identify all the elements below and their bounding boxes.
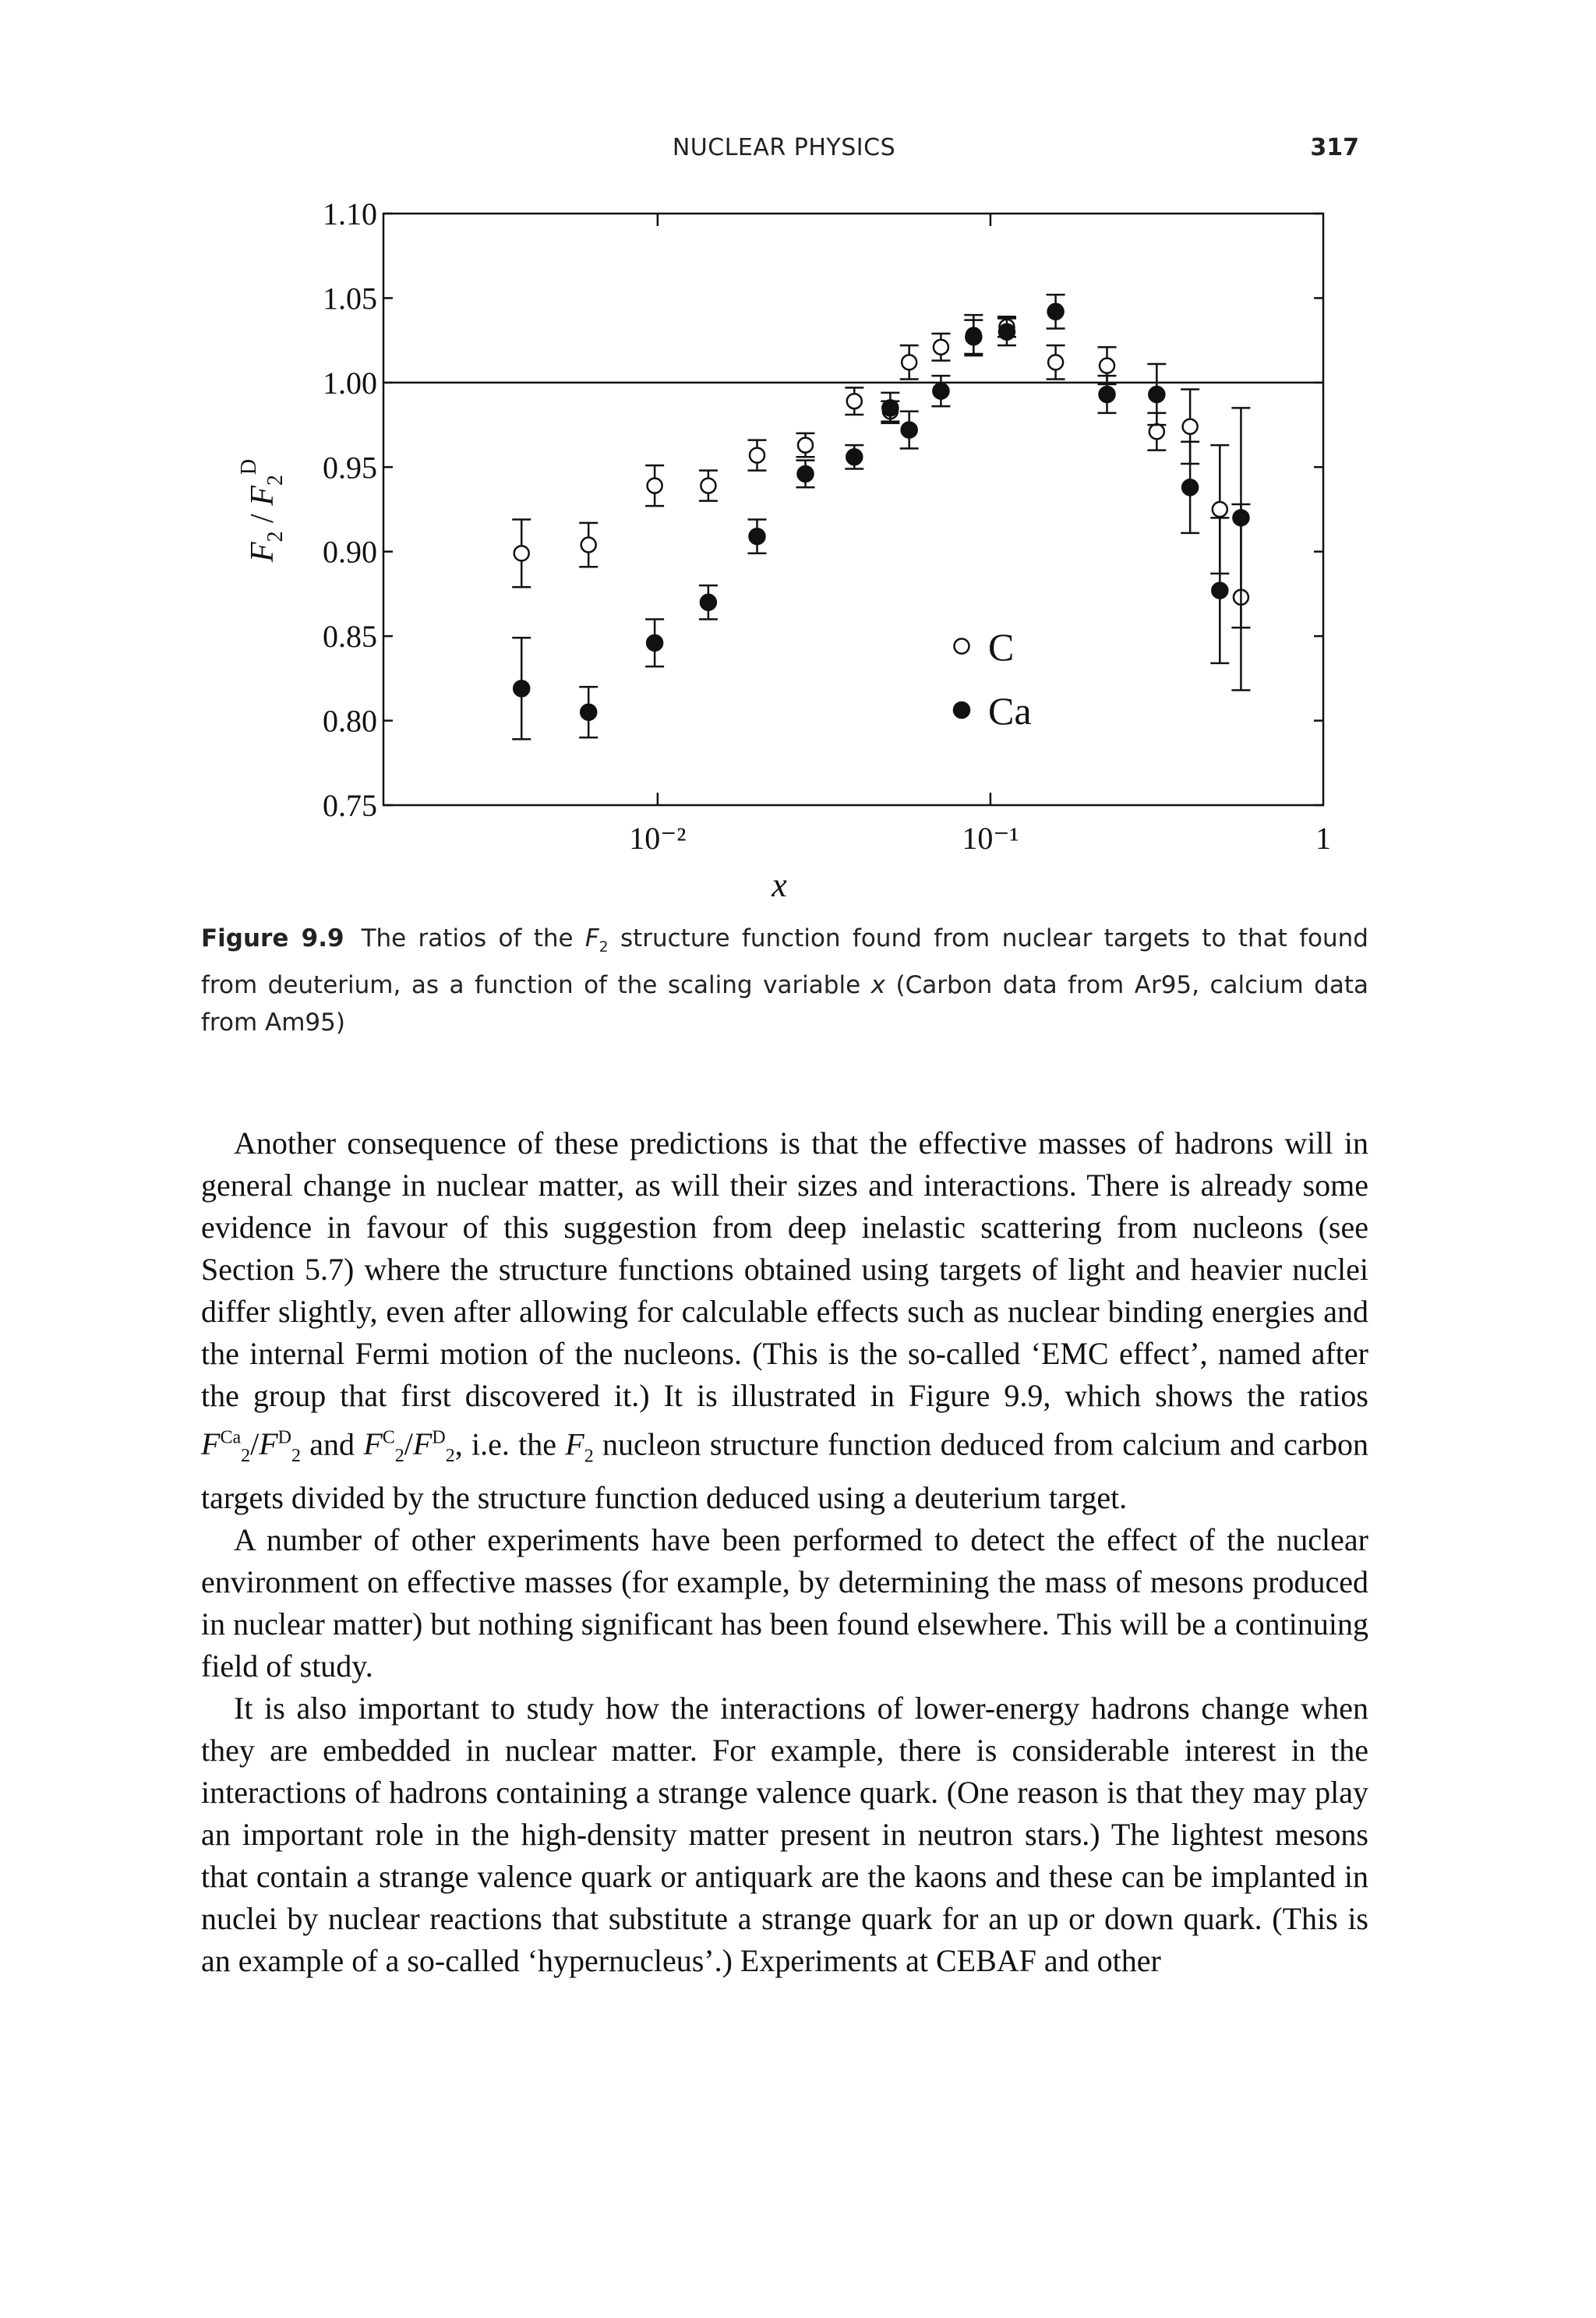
data-point-ca bbox=[1212, 583, 1227, 599]
data-point-ca bbox=[701, 595, 716, 610]
data-point-ca bbox=[1100, 387, 1115, 402]
data-point-ca bbox=[933, 383, 948, 399]
ratio-sub: 2 bbox=[394, 1446, 404, 1467]
data-point-c bbox=[581, 538, 596, 553]
data-point-c bbox=[847, 394, 862, 408]
ratio-symbol: F bbox=[412, 1426, 433, 1462]
ratio-sup-d: D bbox=[277, 1428, 292, 1448]
y-tick-label: 0.90 bbox=[323, 534, 377, 570]
x-axis-title: x bbox=[772, 866, 787, 904]
f2-sub: 2 bbox=[584, 1446, 594, 1467]
paragraph-1-part-c: , i.e. the bbox=[454, 1426, 566, 1462]
data-point-c bbox=[934, 340, 948, 355]
caption-text-after: (Carbon data from Ar95, calcium data from Am95) bbox=[201, 971, 1368, 1037]
x-tick-label: 10⁻¹ bbox=[962, 821, 1019, 856]
data-point-c bbox=[1149, 424, 1164, 439]
legend-label-c: C bbox=[988, 625, 1015, 669]
running-title: NUCLEAR PHYSICS bbox=[672, 134, 896, 161]
y-tick-label: 1.00 bbox=[323, 365, 377, 401]
y-tick-label: 0.95 bbox=[323, 450, 377, 486]
body-text bbox=[201, 1122, 1368, 1982]
series-c bbox=[512, 315, 1250, 690]
ratio-sub: 2 bbox=[445, 1446, 455, 1467]
y-tick-label: 1.05 bbox=[323, 281, 377, 316]
paragraph-1-part-d: nucleon structure function deduced from calcium and carbon targets divided by the structure function deduced using a deuterium target. bbox=[201, 1426, 1368, 1516]
data-point-c bbox=[701, 479, 715, 493]
paragraph-2: A number of other experiments have been performed to detect the effect of the nuclear environment on effective masses (for example, by determining the mass of mesons produced in nuclear matter) but nothing significant has been found elsewhere. This will be a continuing field of study. bbox=[201, 1522, 1368, 1684]
data-point-ca bbox=[798, 466, 814, 482]
legend-marker-c bbox=[955, 639, 969, 654]
caption-symbol-sub: 2 bbox=[598, 939, 609, 956]
caption-symbol: F bbox=[584, 924, 599, 952]
ratio-symbol: F bbox=[259, 1426, 278, 1462]
y-axis-title: $F_2 / F_2^D$ bbox=[237, 458, 288, 563]
y-tick-label: 0.75 bbox=[323, 788, 377, 823]
series-ca bbox=[512, 295, 1250, 739]
x-tick-label: 10⁻² bbox=[629, 821, 687, 856]
figure-9-9-chart bbox=[0, 0, 1596, 920]
x-tick-label: 1 bbox=[1315, 821, 1331, 856]
ratio-c-d: $F^C_2/F^D_2$ bbox=[363, 1426, 455, 1467]
caption-variable: x bbox=[870, 971, 886, 1000]
data-point-ca bbox=[902, 422, 917, 438]
data-point-ca bbox=[514, 680, 529, 696]
paragraph-3: It is also important to study how the interactions of lower-energy hadrons change when they are embedded in nuclear matter. For example, there is considerable interest in the interactions of hadrons containing a strange valence quark. (One reason is that they may play an important role in the high-density matter present in neutron stars.) The lightest mesons that contain a strange valence quark or antiquark are the kaons and these can be implanted in nuclei by nuclear reactions that substitute a strange quark for an up or down quark. (This is an example of a so-called ‘hypernucleus’.) Experiments at CEBAF and other bbox=[201, 1691, 1368, 1979]
legend-label-ca: Ca bbox=[988, 689, 1032, 733]
plot-frame bbox=[383, 214, 1323, 805]
ratio-sub: 2 bbox=[241, 1446, 251, 1467]
ratio-sup-d: D bbox=[432, 1428, 446, 1448]
page-number: 317 bbox=[1310, 134, 1359, 161]
ratio-symbol: F bbox=[363, 1426, 383, 1462]
data-point-c bbox=[1213, 502, 1227, 517]
data-point-c bbox=[798, 438, 813, 453]
data-point-c bbox=[902, 355, 916, 369]
data-point-c bbox=[1048, 355, 1063, 369]
data-point-ca bbox=[647, 635, 662, 651]
paragraph-1-part-b: and bbox=[301, 1426, 364, 1462]
data-point-c bbox=[750, 448, 764, 463]
y-axis bbox=[237, 196, 1323, 823]
caption-text-before: The ratios of the bbox=[361, 924, 585, 952]
data-point-ca bbox=[1048, 304, 1064, 320]
ratio-ca-d: $F^{Ca}_2/F^D_2$ bbox=[201, 1426, 302, 1467]
x-axis bbox=[629, 214, 1331, 904]
y-tick-label: 1.10 bbox=[323, 196, 377, 231]
data-point-ca bbox=[882, 400, 898, 415]
ratio-sup-ca: Ca bbox=[220, 1428, 242, 1448]
y-tick-label: 0.85 bbox=[323, 619, 377, 655]
f2-symbol: F bbox=[565, 1426, 584, 1462]
data-point-ca bbox=[1233, 510, 1248, 525]
data-point-ca bbox=[846, 449, 862, 465]
data-point-ca bbox=[1182, 479, 1198, 495]
plot-border bbox=[383, 214, 1323, 805]
data-point-ca bbox=[581, 705, 596, 720]
paragraph-1-part-a: Another consequence of these predictions is that the effective masses of hadrons will in general change in nuclear matter, as will their sizes and interactions. There is already some evidence in favour of this suggestion from deep inelastic scattering from nucleons (see Section 5.7) where the structure functions obtained using targets of light and heavier nuclei differ slightly, even after allowing for calculable effects such as nuclear binding energies and the internal Fermi motion of the nucleons. (This is the so-called ‘EMC effect’, named after the group that first discovered it.) It is illustrated in Figure 9.9, which shows the ratios bbox=[201, 1125, 1368, 1413]
ratio-sup-c: C bbox=[382, 1428, 395, 1448]
caption-label: Figure 9.9 bbox=[201, 924, 344, 952]
data-point-ca bbox=[1149, 387, 1164, 402]
data-point-c bbox=[514, 546, 529, 560]
y-tick-label: 0.80 bbox=[323, 703, 377, 739]
legend-marker-ca bbox=[954, 702, 969, 718]
data-point-c bbox=[1183, 419, 1198, 434]
data-series bbox=[512, 295, 1250, 739]
data-point-ca bbox=[749, 528, 764, 544]
caption-text-mid: structure function found from nuclear targets to that found from deuterium, as a function of the scaling variable bbox=[201, 924, 1368, 1000]
ratio-sub: 2 bbox=[291, 1446, 302, 1467]
legend bbox=[954, 625, 1032, 733]
data-point-c bbox=[1100, 359, 1114, 373]
data-point-ca bbox=[966, 329, 981, 345]
data-point-ca bbox=[999, 324, 1015, 340]
ratio-symbol: F bbox=[201, 1426, 221, 1462]
data-point-c bbox=[648, 479, 662, 493]
figure-caption bbox=[201, 920, 1368, 1041]
paragraph-1 bbox=[201, 1122, 1368, 1519]
